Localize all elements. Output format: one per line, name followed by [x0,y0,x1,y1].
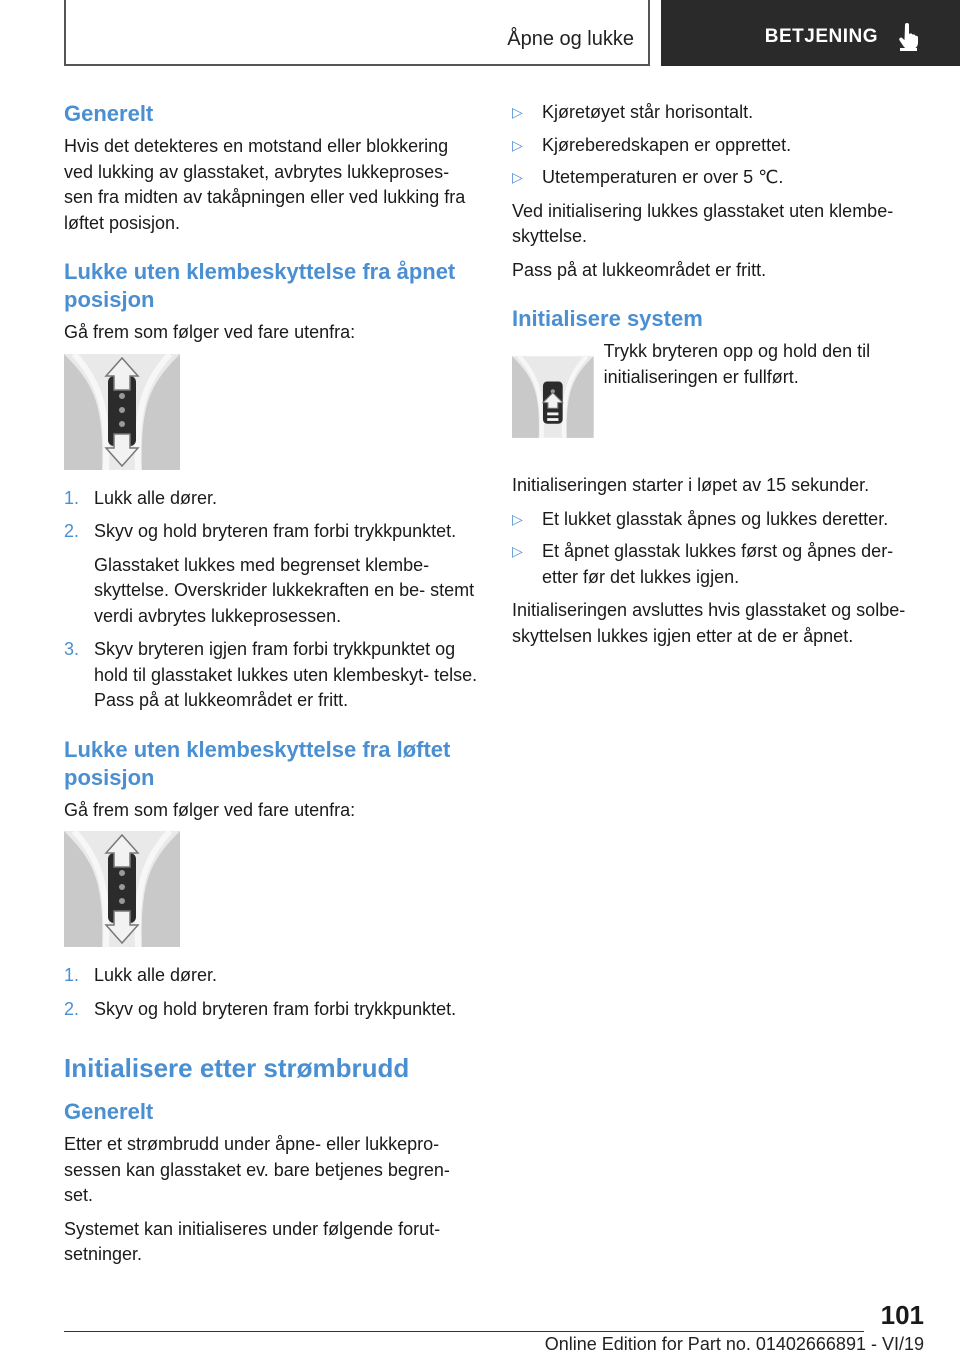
page-number: 101 [880,1300,924,1330]
step-text: Lukk alle dører. [94,487,218,508]
header-chapter-tab [661,0,960,66]
header-section-title: Åpne og lukke [507,28,634,50]
step-text: Lukk alle dører. [94,965,218,985]
left-column [64,100,482,1276]
heading-initialize-after-power-failure: Initialisere etter strømbrudd [64,1053,410,1083]
chapter-label: BETJENING [764,26,878,47]
outcome-text: Et åpnet glasstak lukkes først og åpnes der- etter før det lukkes igjen. [542,541,894,587]
header-divider-mid [648,0,650,66]
step-text: Skyv bryteren igjen fram forbi trykkpunktet og hold til glasstaket lukkes uten klembeskyt- telse. Pass på at lukkeområdet er fritt. [94,639,478,710]
outcome-text: Et lukket glasstak åpnes og lukkes deretter. [542,508,889,529]
conditions-list [512,100,932,191]
list-item [64,519,482,629]
steps-close-from-open [64,486,482,714]
step-number: 3. [64,639,80,659]
switch-push-up-figure [512,339,594,455]
list-item [512,100,932,126]
condition-text: Utetemperaturen er over 5 ℃. [542,167,784,187]
init-figure-row [512,339,932,455]
pointing-hand-icon [896,23,920,51]
list-item [64,963,482,989]
step-number: 1. [64,487,80,508]
list-item [512,165,932,191]
triangle-right-icon: ▷ [512,169,523,185]
condition-text: Kjøreberedskapen er opprettet. [542,134,792,155]
triangle-right-icon: ▷ [512,136,523,153]
paragraph-init-3: Initialiseringen starter i løpet av 15 sekunder. [512,475,870,495]
paragraph-generelt-2a: Etter et strømbrudd under åpne- eller lukkepro- sessen kan glasstaket ev. bare betjenes begren- set. [64,1134,450,1205]
triangle-right-icon: ▷ [512,104,523,120]
list-item [512,507,932,533]
list-item [64,637,482,714]
paragraph-init-2: Pass på at lukkeområdet er fritt. [512,259,767,280]
heading-close-from-raised: Lukke uten klembeskyttelse fra løftet posisjon [64,736,451,790]
paragraph-init-4: Initialiseringen avsluttes hvis glasstaket og solbe- skyttelsen lukkes igjen etter at de er åpnet. [512,600,906,646]
footer-divider [64,1331,864,1332]
paragraph-close-from-open: Gå frem som følger ved fare utenfra: [64,322,356,342]
paragraph-init-1: Ved initialisering lukkes glasstaket uten klembe- skyttelse. [512,200,894,246]
list-item [512,133,932,159]
list-item [64,486,482,512]
switch-push-forward-figure [64,831,180,947]
heading-initialize-system: Initialisere system [512,306,703,331]
step-number: 2. [64,521,80,541]
paragraph-generelt-2b: Systemet kan initialiseres under følgende forut- setninger. [64,1218,441,1264]
triangle-right-icon: ▷ [512,543,523,559]
outcomes-list [512,507,932,591]
condition-text: Kjøretøyet står horisontalt. [542,102,754,122]
step-number: 1. [64,965,80,985]
step-number: 2. [64,998,80,1019]
steps-close-from-raised [64,963,482,1022]
heading-generelt: Generelt [64,101,154,126]
triangle-right-icon: ▷ [512,510,523,527]
paragraph-init-figure: Trykk bryteren opp og hold den til initialiseringen er fullført. [603,341,871,387]
heading-close-from-open: Lukke uten klembeskyttelse fra åpnet posisjon [64,259,456,312]
switch-push-forward-figure [64,354,180,470]
list-item [512,539,932,590]
heading-generelt-2: Generelt [64,1099,154,1124]
footer-edition: Online Edition for Part no. 01402666891 - VI/19 [544,1334,924,1354]
header-divider-left [64,0,66,66]
paragraph-close-from-raised: Gå frem som følger ved fare utenfra: [64,799,356,820]
paragraph-generelt: Hvis det detekteres en motstand eller blokkering ved lukking av glasstaket, avbrytes lukkeproses- sen fra midten av takåpningen eller ved lukking fra løftet posisjon. [64,136,466,233]
step-text: Skyv og hold bryteren fram forbi trykkpunktet. [94,521,457,541]
step-text: Skyv og hold bryteren fram forbi trykkpunktet. [94,998,457,1019]
list-item [64,997,482,1023]
step-subtext: Glasstaket lukkes med begrenset klembe- skyttelse. Overskrider lukkekraften en be- stemt verdi avbrytes lukkeprosessen. [94,554,475,626]
header-divider-bottom [64,64,649,66]
right-column [512,100,932,657]
